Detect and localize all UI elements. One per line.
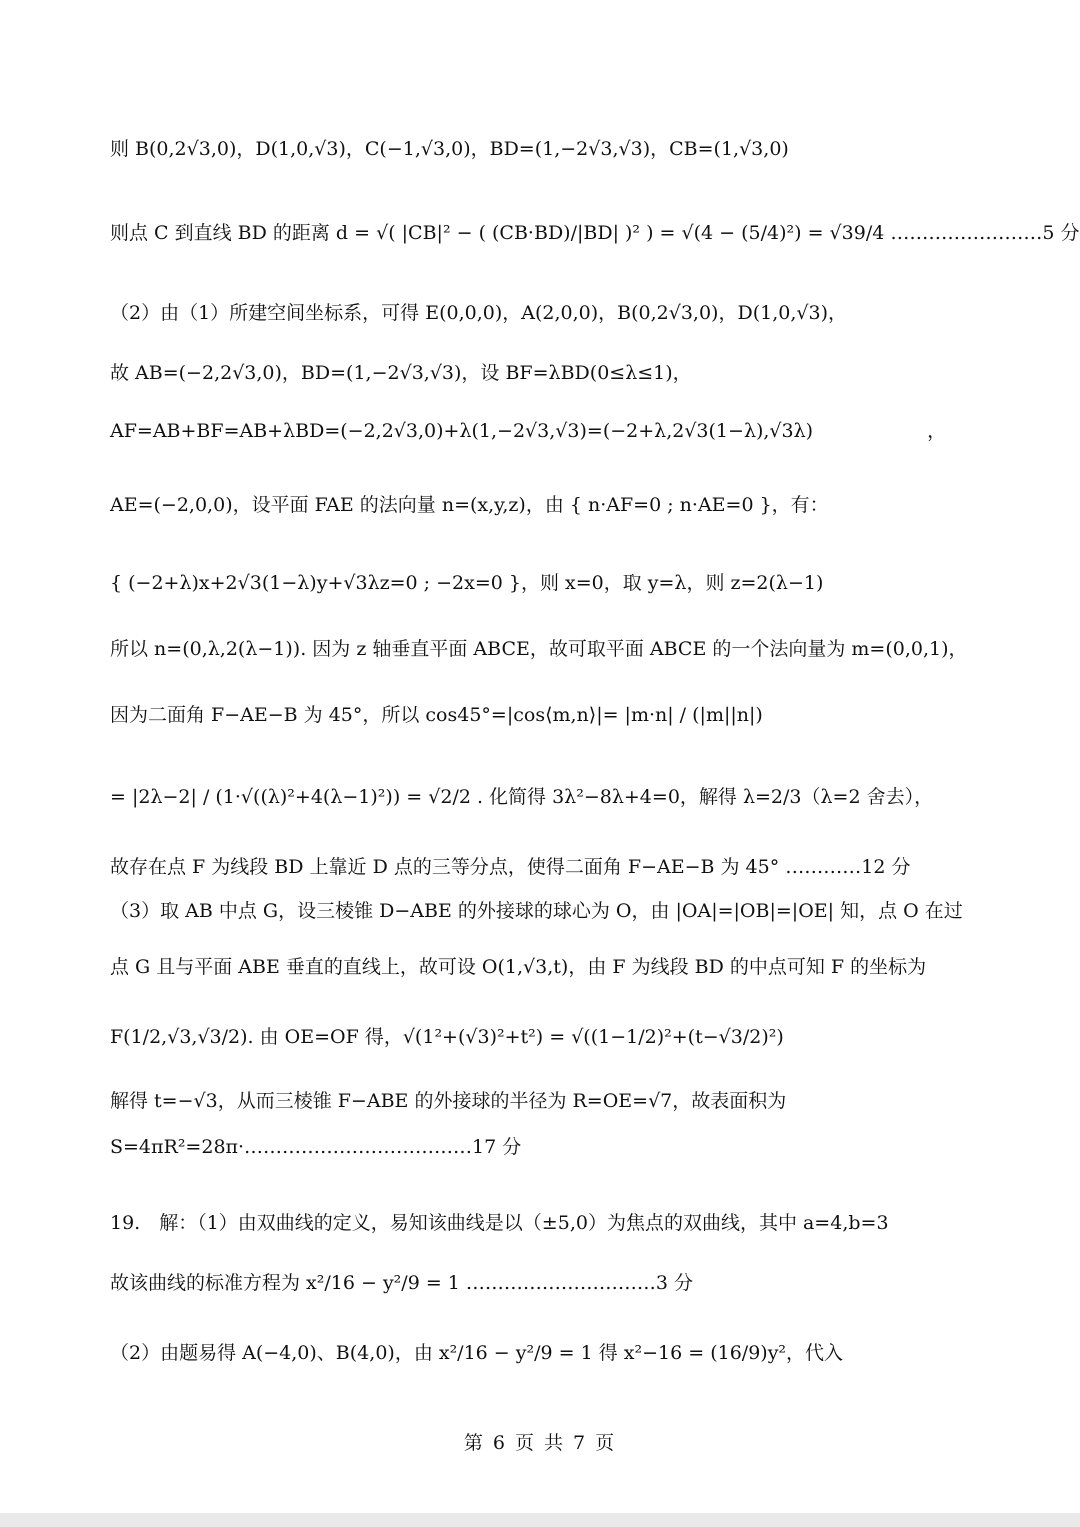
line-equation-system: { (−2+λ)x+2√3(1−λ)y+√3λz=0 ; −2x=0 }，则 x=0，取 y=λ，则 z=2(λ−1)	[110, 572, 824, 594]
line-q19-standard-equation: 故该曲线的标准方程为 x²/16 − y²/9 = 1 …………………………3 分	[110, 1272, 694, 1294]
line-solve-t: 解得 t=−√3，从而三棱锥 F−ABE 的外接球的半径为 R=OE=√7，故表面积为	[110, 1090, 787, 1112]
line-part3-center: （3）取 AB 中点 G，设三棱锥 D−ABE 的外接球的球心为 O，由 |OA|=|OB|=|OE| 知，点 O 在过	[110, 900, 963, 922]
page-footer: 第 6 页 共 7 页	[463, 1432, 617, 1454]
line-vector-af: AF=AB+BF=AB+λBD=(−2,2√3,0)+λ(1,−2√3,√3)=(−2+λ,2√3(1−λ),√3λ) ，	[110, 420, 947, 442]
line-normal-vector-setup: AE=(−2,0,0)，设平面 FAE 的法向量 n=(x,y,z)，由 { n·AF=0 ; n·AE=0 }，有：	[110, 494, 829, 516]
line-conclusion-part2: 故存在点 F 为线段 BD 上靠近 D 点的三等分点，使得二面角 F−AE−B 为 45° …………12 分	[110, 856, 911, 878]
scan-bottom-edge	[0, 1513, 1080, 1527]
line-oe-equals-of: F(1/2,√3,√3/2). 由 OE=OF 得，√(1²+(√3)²+t²) = √((1−1/2)²+(t−√3/2)²)	[110, 1026, 784, 1048]
line-surface-area: S=4πR²=28π·………………………………17 分	[110, 1136, 522, 1158]
line-vectors-ab-bd: 故 AB=(−2,2√3,0)，BD=(1,−2√3,√3)，设 BF=λBD(0≤λ≤1)，	[110, 362, 692, 384]
line-part3-coordinate-o: 点 G 且与平面 ABE 垂直的直线上，故可设 O(1,√3,t)，由 F 为线段 BD 的中点可知 F 的坐标为	[110, 956, 927, 978]
line-distance-c-to-bd: 则点 C 到直线 BD 的距离 d = √( |CB|² − ( (CB·BD)/|BD| )² ) = √(4 − (5/4)²) = √39/4 ……………………5 分	[110, 222, 1080, 244]
line-normal-vectors-n-m: 所以 n=(0,λ,2(λ−1)). 因为 z 轴垂直平面 ABCE，故可取平面 ABCE 的一个法向量为 m=(0,0,1)，	[110, 638, 968, 660]
line-q19-part1: 19. 解：（1）由双曲线的定义，易知该曲线是以（±5,0）为焦点的双曲线，其中 a=4,b=3	[110, 1212, 889, 1234]
line-part2-coordinates: （2）由（1）所建空间坐标系，可得 E(0,0,0)，A(2,0,0)，B(0,2√3,0)，D(1,0,√3)，	[110, 302, 847, 324]
line-q19-part2: （2）由题易得 A(−4,0)、B(4,0)，由 x²/16 − y²/9 = 1 得 x²−16 = (16/9)y²，代入	[110, 1342, 844, 1364]
line-solve-lambda: = |2λ−2| / (1·√((λ)²+4(λ−1)²)) = √2/2 . 化简得 3λ²−8λ+4=0，解得 λ=2/3（λ=2 舍去），	[110, 786, 934, 808]
line-coordinates-bdc: 则 B(0,2√3,0)，D(1,0,√3)，C(−1,√3,0)，BD=(1,−2√3,√3)，CB=(1,√3,0)	[110, 138, 789, 160]
line-dihedral-cos: 因为二面角 F−AE−B 为 45°，所以 cos45°=|cos⟨m,n⟩|= |m·n| / (|m||n|)	[110, 704, 763, 726]
